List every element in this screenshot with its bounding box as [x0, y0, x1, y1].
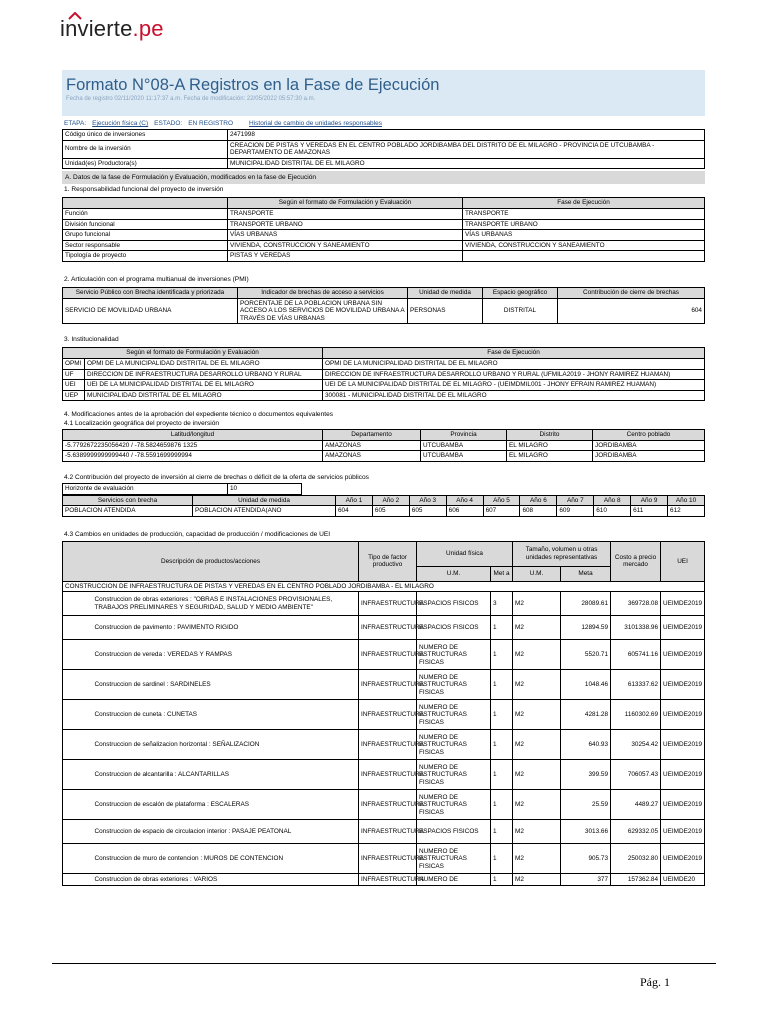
cell-costo: 629332.05	[611, 820, 661, 844]
cell-costo: 3101338.96	[611, 616, 661, 640]
table-row	[63, 790, 705, 820]
table-row	[63, 440, 705, 451]
cell-ejec: TRANSPORTE URBANO	[463, 219, 705, 230]
cell-costo: 4489.27	[611, 790, 661, 820]
table-row	[63, 484, 302, 495]
cell-um: ESPACIOS FISICOS	[417, 616, 491, 640]
table-row	[63, 158, 705, 169]
cell-um2: M2	[513, 820, 561, 844]
cell-latlon: -5.7792672235056420 / -78.5824659876 1325	[63, 440, 323, 451]
cell-desc: Construccion de muro de contencion : MUROS DE CONTENCION	[93, 844, 359, 874]
cell-tipo: INFRAESTRUCTURA	[359, 592, 417, 616]
table-row	[63, 616, 705, 640]
cell-um2: M2	[513, 616, 561, 640]
cell-uei: UEIMDE2019	[661, 820, 705, 844]
cell-um: NUMERO DE ESTRUCTURAS FISICAS	[417, 670, 491, 700]
header-form: Según el formato de Formulación y Evaluación	[228, 198, 463, 209]
cell-contribucion: 604	[558, 298, 705, 324]
table-row	[63, 451, 705, 462]
cell-meta: 1	[491, 790, 513, 820]
header-year: Año 2	[372, 495, 409, 506]
cell-um: NUMERO DE	[417, 874, 491, 886]
table-row	[63, 844, 705, 874]
cell-ejec	[463, 251, 705, 262]
cell-tipo: INFRAESTRUCTURA	[359, 820, 417, 844]
cell-costo: 157362.84	[611, 874, 661, 886]
pmi-table	[62, 287, 705, 324]
logo-tld: .pe	[132, 16, 164, 41]
cell-costo: 250032.80	[611, 844, 661, 874]
cell-tipo: INFRAESTRUCTURA	[359, 670, 417, 700]
cell-desc: Construccion de escalón de plataforma : ESCALERAS	[93, 790, 359, 820]
header-year: Año 9	[631, 495, 668, 506]
estado-label: ESTADO:	[154, 120, 183, 127]
header-tamano: Tamaño, volumen u otras unidades representativas	[513, 541, 611, 566]
table-row	[63, 358, 705, 369]
cell-meta: 1	[491, 874, 513, 886]
spacer-cell	[63, 616, 93, 640]
cell-uei: UEIMDE2019	[661, 760, 705, 790]
institucionalidad-table	[62, 347, 705, 401]
header-unidad-fisica: Unidad física	[417, 541, 513, 566]
row-value: 2471998	[228, 130, 705, 141]
cell-desc: Construccion de espacio de circulacion interior : PASAJE PEATONAL	[93, 820, 359, 844]
horizonte-label: Horizonte de evaluación	[63, 484, 228, 495]
s41-title: 4.1 Localización geográfica del proyecto de inversión	[64, 420, 220, 428]
page-number: Pág. 1	[640, 975, 670, 989]
cell-um2: M2	[513, 760, 561, 790]
cell-form: DIRECCION DE INFRAESTRUCTURA DESARROLLO URBANO Y RURAL	[85, 369, 323, 380]
cell-label: Grupo funcional	[63, 230, 228, 241]
spacer-cell	[63, 790, 93, 820]
cell-uei: UEIMDE2019	[661, 640, 705, 670]
table-row	[63, 506, 705, 517]
cell-ejec: VÍAS URBANAS	[463, 230, 705, 241]
s3-title: 3. Institucionalidad	[64, 336, 119, 344]
cell-unidad: PERSONAS	[408, 298, 483, 324]
header-meta: Met a	[491, 567, 513, 582]
s4-title: 4. Modificaciones antes de la aprobación del expediente técnico o documentos equivalentes	[64, 411, 334, 419]
header-servicio: Servicios con brecha	[63, 495, 193, 506]
cell-label: UF	[63, 369, 85, 380]
cell-cp: JORDIBAMBA	[593, 451, 705, 462]
cell-prov: UTCUBAMBA	[421, 440, 507, 451]
cell-label: OPMI	[63, 358, 85, 369]
cell-label: Función	[63, 208, 228, 219]
cell-tipo: INFRAESTRUCTURA	[359, 844, 417, 874]
stage-bar	[62, 116, 705, 129]
header-year: Año 8	[594, 495, 631, 506]
cell-form: TRANSPORTE	[228, 208, 463, 219]
cell-um2: M2	[513, 640, 561, 670]
cell-meta: 1	[491, 670, 513, 700]
cell-um: ESPACIOS FISICOS	[417, 820, 491, 844]
header-espacio: Espacio geográfico	[483, 287, 558, 298]
cell-desc: Construccion de pavimento : PAVIMENTO RIGIDO	[93, 616, 359, 640]
cell-costo: 369728.08	[611, 592, 661, 616]
cell-label: Sector responsable	[63, 240, 228, 251]
empty-header	[63, 198, 228, 209]
cell-meta2: 4281.28	[561, 700, 611, 730]
responsabilidad-table	[62, 197, 705, 262]
cell-cp: JORDIBAMBA	[593, 440, 705, 451]
cell-um2: M2	[513, 592, 561, 616]
header-cp: Centro poblado	[593, 430, 705, 441]
page-title: Formato N°08-A Registros en la Fase de Ejecución	[66, 76, 440, 94]
form-sheet	[62, 70, 705, 886]
spacer-cell	[63, 820, 93, 844]
cell-meta: 1	[491, 640, 513, 670]
cell-year: 605	[372, 506, 409, 517]
table-row	[63, 390, 705, 401]
cell-label: UEI	[63, 380, 85, 391]
cell-form: TRANSPORTE URBANO	[228, 219, 463, 230]
cell-tipo: INFRAESTRUCTURA	[359, 730, 417, 760]
header-dep: Departamento	[323, 430, 421, 441]
cell-um: NUMERO DE ESTRUCTURAS FISICAS	[417, 760, 491, 790]
header-year: Año 4	[446, 495, 483, 506]
cell-dep: AMAZONAS	[323, 451, 421, 462]
table-row	[63, 592, 705, 616]
header-form: Según el formato de Formulación y Evaluación	[63, 348, 323, 359]
cell-year: 608	[520, 506, 557, 517]
cell-ejec: VIVIENDA, CONSTRUCCION Y SANEAMIENTO	[463, 240, 705, 251]
section-a-title: A. Datos de la fase de Formulación y Evaluación, modificados en la fase de Ejecución	[62, 171, 705, 184]
table-row	[63, 640, 705, 670]
cell-year: 606	[446, 506, 483, 517]
row-label: Nombre de la inversión	[63, 140, 228, 158]
cell-meta2: 12894.59	[561, 616, 611, 640]
spacer-cell	[63, 844, 93, 874]
cell-costo: 706057.43	[611, 760, 661, 790]
s2-title: 2. Articulación con el programa multianual de inversiones (PMI)	[64, 275, 249, 283]
cell-tipo: INFRAESTRUCTURA	[359, 760, 417, 790]
cell-year: 605	[409, 506, 446, 517]
header-year: Año 3	[409, 495, 446, 506]
table-row	[63, 369, 705, 380]
table-row	[63, 230, 705, 241]
produccion-table	[62, 541, 705, 887]
spacer-cell	[63, 640, 93, 670]
header-um: U.M.	[417, 567, 491, 582]
table-row	[63, 760, 705, 790]
table-row	[63, 208, 705, 219]
etapa-value: Ejecución física (C)	[92, 120, 149, 127]
spacer-cell	[63, 592, 93, 616]
header-um2: U.M.	[513, 567, 561, 582]
cell-form: MUNICIPALIDAD DISTRITAL DE EL MILAGRO	[85, 390, 323, 401]
header-latlon: Latitud/longitud	[63, 430, 323, 441]
header-ejec: Fase de Ejecución	[463, 198, 705, 209]
etapa-label: ETAPA:	[64, 120, 87, 127]
header-year: Año 5	[483, 495, 520, 506]
table-row	[63, 298, 705, 324]
spacer-cell	[63, 670, 93, 700]
cell-year: 611	[631, 506, 668, 517]
cell-tipo: INFRAESTRUCTURA	[359, 700, 417, 730]
cell-year: 607	[483, 506, 520, 517]
cell-desc: Construccion de vereda : VEREDAS Y RAMPAS	[93, 640, 359, 670]
group-label: CONSTRUCCION DE INFRAESTRUCTURA DE PISTAS Y VEREDAS EN EL CENTRO POBLADO JORDIBAMBA - EL MILAGRO	[63, 581, 705, 592]
cell-label: Tipología de proyecto	[63, 251, 228, 262]
header-uei: UEI	[661, 541, 705, 581]
header-tipo: Tipo de factor productivo	[359, 541, 417, 581]
cell-desc: Construccion de obras exteriores : VARIOS	[93, 874, 359, 886]
cell-form: UEI DE LA MUNICIPALIDAD DISTRITAL DE EL MILAGRO	[85, 380, 323, 391]
s1-title: 1. Responsabilidad funcional del proyecto de inversión	[64, 186, 224, 194]
cell-dist: EL MILAGRO	[507, 440, 593, 451]
cell-um2: M2	[513, 730, 561, 760]
group-row	[63, 581, 705, 592]
cell-um2: M2	[513, 874, 561, 886]
logo-brand: invierte	[60, 16, 133, 41]
cell-prov: UTCUBAMBA	[421, 451, 507, 462]
cell-latlon: -5.6389999999999440 / -78.5591699999994	[63, 451, 323, 462]
cell-uei: UEIMDE2019	[661, 844, 705, 874]
cell-um2: M2	[513, 844, 561, 874]
cell-um: NUMERO DE ESTRUCTURAS FISICAS	[417, 730, 491, 760]
cell-form: OPMI DE LA MUNICIPALIDAD DISTRITAL DE EL MILAGRO	[85, 358, 323, 369]
cell-desc: Construccion de señalizacion horizontal : SEÑALIZACION	[93, 730, 359, 760]
row-value: MUNICIPALIDAD DISTRITAL DE EL MILAGRO	[228, 158, 705, 169]
header-servicio: Servicio Público con Brecha identificada y priorizada	[63, 287, 238, 298]
estado-value: EN REGISTRO	[188, 120, 234, 127]
cell-um: NUMERO DE ESTRUCTURAS FISICAS	[417, 844, 491, 874]
table-row	[63, 820, 705, 844]
cell-um: NUMERO DE ESTRUCTURAS FISICAS	[417, 790, 491, 820]
table-row	[63, 251, 705, 262]
cell-year: 609	[557, 506, 594, 517]
cell-meta: 3	[491, 592, 513, 616]
cell-uei: UEIMDE2019	[661, 790, 705, 820]
footer-divider	[52, 963, 716, 964]
header-unidad: Unidad de medida	[408, 287, 483, 298]
table-row	[63, 219, 705, 230]
cell-ejec: UEI DE LA MUNICIPALIDAD DISTRITAL DE EL MILAGRO - (UEIMDMIL001 - JHONY EFRAIN RAMIREZ HUAMAN)	[323, 380, 705, 391]
row-label: Código único de inversiones	[63, 130, 228, 141]
cell-year: 610	[594, 506, 631, 517]
table-row	[63, 380, 705, 391]
cell-desc: Construccion de sardinel : SARDINELES	[93, 670, 359, 700]
localizacion-table	[62, 429, 705, 462]
table-row	[63, 240, 705, 251]
historial-link[interactable]: Historial de cambio de unidades responsables	[249, 120, 382, 127]
header-contribucion: Contribución de cierre de brechas	[558, 287, 705, 298]
cell-meta2: 640.93	[561, 730, 611, 760]
cell-meta: 1	[491, 616, 513, 640]
cell-uei: UEIMDE2019	[661, 670, 705, 700]
cell-espacio: DISTRITAL	[483, 298, 558, 324]
row-value: CREACION DE PISTAS Y VEREDAS EN EL CENTRO POBLADO JORDIBAMBA DEL DISTRITO DE EL MILAGRO - PROVINCIA DE UTCUBAMBA - DEPARTAMENTO DE AMAZONAS	[228, 140, 705, 158]
production-rows	[63, 592, 705, 886]
header-desc: Descripción de productos/acciones	[63, 541, 359, 581]
s42-title: 4.2 Contribución del proyecto de inversión al cierre de brechas o déficit de la oferta de servicios públicos	[64, 474, 369, 482]
cell-label: UEP	[63, 390, 85, 401]
table-row	[63, 140, 705, 158]
cell-costo: 613337.62	[611, 670, 661, 700]
general-table	[62, 129, 705, 169]
header-ejec: Fase de Ejecución	[323, 348, 705, 359]
cell-form: VIVIENDA, CONSTRUCCION Y SANEAMIENTO	[228, 240, 463, 251]
cell-um: NUMERO DE ESTRUCTURAS FISICAS	[417, 700, 491, 730]
cell-um: NUMERO DE ESTRUCTURAS FISICAS	[417, 640, 491, 670]
cell-uei: UEIMDE20	[661, 874, 705, 886]
cell-ejec: DIRECCION DE INFRAESTRUCTURA DESARROLLO URBANO Y RURAL (UFMILA2019 - JHONY RAMIREZ HUAMAN)	[323, 369, 705, 380]
cell-meta2: 5520.71	[561, 640, 611, 670]
header-year: Año 6	[520, 495, 557, 506]
header-indicador: Indicador de brechas de acceso a servicios	[238, 287, 408, 298]
logo-mark-icon	[68, 12, 82, 20]
cell-uei: UEIMDE2019	[661, 730, 705, 760]
cell-uei: UEIMDE2019	[661, 616, 705, 640]
record-dates: Fecha de registro 02/11/2020 11:17:37 a.m. Fecha de modificación: 22/05/2022 05:57:30 a.m.	[66, 96, 316, 102]
cell-desc: Construccion de obras exteriores : "OBRAS E INSTALACIONES PROVISIONALES, TRABAJOS PRELIMINARES Y SEGURIDAD, SALUD Y MEDIO AMBIENTE"	[93, 592, 359, 616]
cell-costo: 30254.42	[611, 730, 661, 760]
cell-meta: 1	[491, 700, 513, 730]
cell-servicio: SERVICIO DE MOVILIDAD URBANA	[63, 298, 238, 324]
brechas-table	[62, 495, 705, 517]
header-unidad: Unidad de medida	[193, 495, 336, 506]
cell-meta2: 3013.66	[561, 820, 611, 844]
header-year: Año 1	[336, 495, 373, 506]
cell-form: VÍAS URBANAS	[228, 230, 463, 241]
cell-label: División funcional	[63, 219, 228, 230]
s43-title: 4.3 Cambios en unidades de producción, capacidad de producción / modificaciones de UEI	[64, 530, 331, 538]
horizonte-table	[62, 483, 302, 495]
cell-dist: EL MILAGRO	[507, 451, 593, 462]
cell-meta: 1	[491, 730, 513, 760]
cell-meta2: 25.59	[561, 790, 611, 820]
cell-meta: 1	[491, 760, 513, 790]
cell-ejec: TRANSPORTE	[463, 208, 705, 219]
header-prov: Provincia	[421, 430, 507, 441]
table-row	[63, 130, 705, 141]
header-meta2: Meta	[561, 567, 611, 582]
cell-unidad: POBLACION ATENDIDA(ANO	[193, 506, 336, 517]
spacer-cell	[63, 760, 93, 790]
cell-ejec: OPMI DE LA MUNICIPALIDAD DISTRITAL DE EL MILAGRO	[323, 358, 705, 369]
cell-meta2: 1048.46	[561, 670, 611, 700]
table-row	[63, 670, 705, 700]
cell-year: 604	[336, 506, 373, 517]
cell-tipo: INFRAESTRUCTURA	[359, 640, 417, 670]
cell-ejec: 300081 - MUNICIPALIDAD DISTRITAL DE EL MILAGRO	[323, 390, 705, 401]
cell-indicador: PORCENTAJE DE LA POBLACION URBANA SIN ACCESO A LOS SERVICIOS DE MOVILIDAD URBANA A TRAVÉS DE VÍAS URBANAS	[238, 298, 408, 324]
header-year: Año 10	[668, 495, 705, 506]
cell-form: PISTAS Y VEREDAS	[228, 251, 463, 262]
header-year: Año 7	[557, 495, 594, 506]
form-header	[62, 70, 705, 116]
cell-dep: AMAZONAS	[323, 440, 421, 451]
cell-uei: UEIMDE2019	[661, 700, 705, 730]
cell-desc: Construccion de cuneta : CUNETAS	[93, 700, 359, 730]
cell-costo: 605741.16	[611, 640, 661, 670]
horizonte-value: 10	[228, 484, 302, 495]
cell-uei: UEIMDE2019	[661, 592, 705, 616]
cell-year: 612	[668, 506, 705, 517]
table-row	[63, 730, 705, 760]
header-dist: Distrito	[507, 430, 593, 441]
cell-um2: M2	[513, 790, 561, 820]
cell-meta2: 905.73	[561, 844, 611, 874]
spacer-cell	[63, 730, 93, 760]
cell-tipo: INFRAESTRUCTURA	[359, 616, 417, 640]
cell-meta: 1	[491, 844, 513, 874]
cell-um: ESPACIOS FISICOS	[417, 592, 491, 616]
cell-desc: Construccion de alcantarilla : ALCANTARILLAS	[93, 760, 359, 790]
row-label: Unidad(es) Productora(s)	[63, 158, 228, 169]
cell-costo: 1160302.69	[611, 700, 661, 730]
header-costo: Costo a precio mercado	[611, 541, 661, 581]
cell-meta2: 28089.61	[561, 592, 611, 616]
cell-um2: M2	[513, 700, 561, 730]
cell-um2: M2	[513, 670, 561, 700]
spacer-cell	[63, 874, 93, 886]
cell-servicio: POBLACION ATENDIDA	[63, 506, 193, 517]
table-row	[63, 874, 705, 886]
cell-tipo: INFRAESTRUCTURA	[359, 790, 417, 820]
table-row	[63, 700, 705, 730]
cell-meta2: 399.59	[561, 760, 611, 790]
cell-meta2: 377	[561, 874, 611, 886]
cell-meta: 1	[491, 820, 513, 844]
spacer-cell	[63, 700, 93, 730]
cell-tipo: INFRAESTRUCTURA	[359, 874, 417, 886]
